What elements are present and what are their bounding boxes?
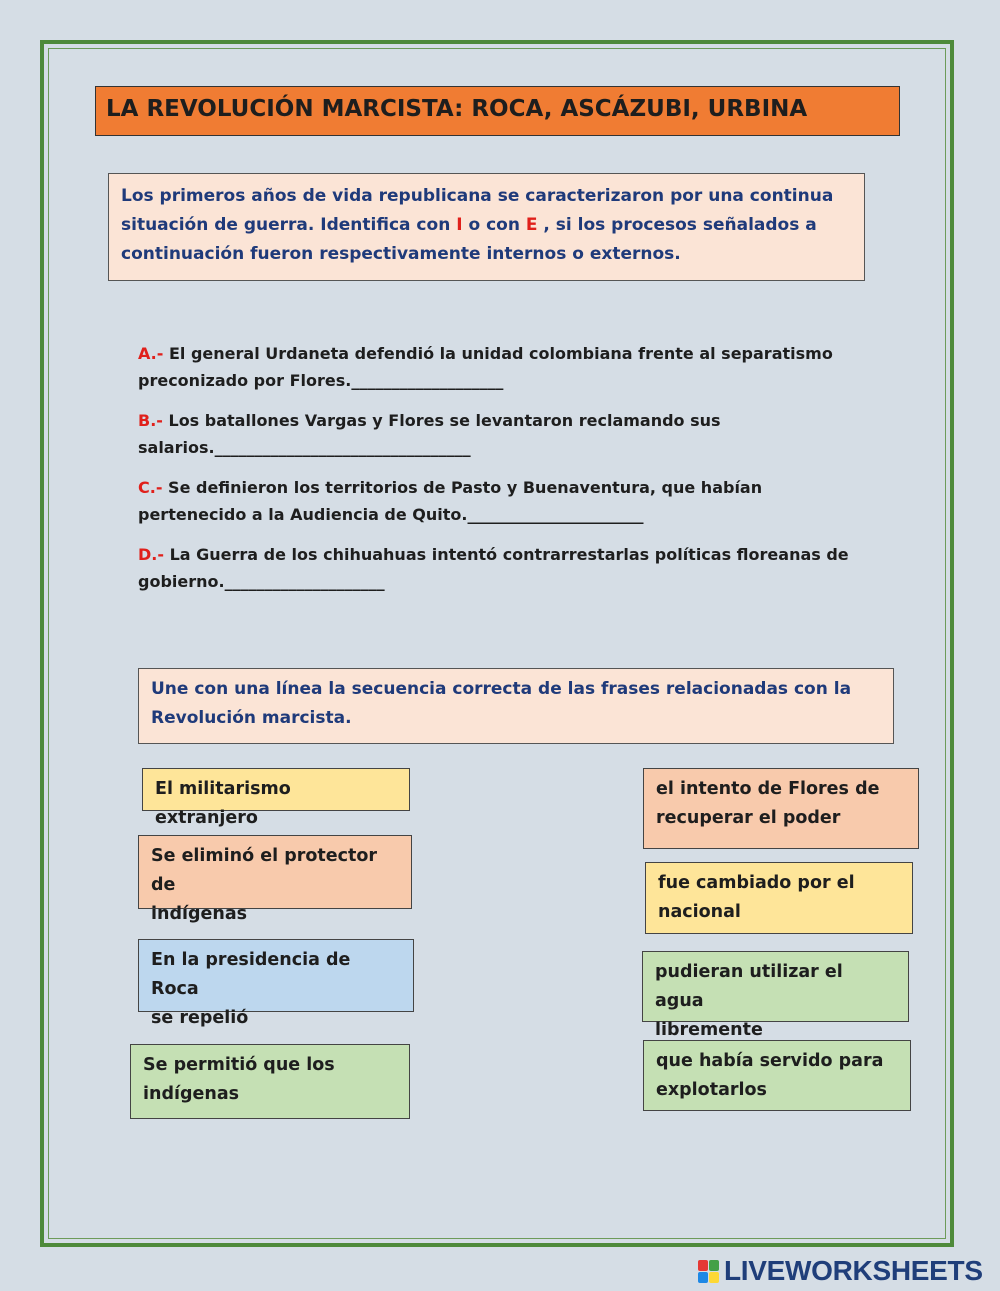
instruction-line: situación de guerra. Identifica con I o con E , si los procesos señalados a — [121, 215, 817, 235]
match-right-1[interactable]: el intento de Flores de recuperar el poder — [643, 768, 919, 849]
match-left-2[interactable]: Se eliminó el protector de indígenas — [138, 835, 412, 909]
instruction-line: Revolución marcista. — [151, 708, 352, 728]
instruction-box-1 — [108, 173, 865, 281]
match-right-3[interactable]: pudieran utilizar el agua libremente — [642, 951, 909, 1022]
mark-internal: I — [456, 215, 463, 235]
question-d: D.- La Guerra de los chihuahuas intentó contrarrestarlas políticas floreanas de gobierno.____________________ — [138, 541, 858, 595]
match-right-4[interactable]: que había servido para explotarlos — [643, 1040, 911, 1111]
instruction-line: continuación fueron respectivamente internos o externos. — [121, 244, 681, 264]
question-letter: D.- — [138, 545, 164, 564]
instruction-line: Los primeros años de vida republicana se caracterizaron por una continua — [121, 186, 834, 206]
mark-external: E — [525, 215, 538, 235]
question-letter: C.- — [138, 478, 163, 497]
instruction-line: Une con una línea la secuencia correcta de las frases relacionadas con la — [151, 679, 852, 699]
match-left-1[interactable]: El militarismo extranjero — [142, 768, 410, 811]
answer-blank[interactable]: preconizado por Flores.___________________ — [138, 371, 504, 390]
question-letter: A.- — [138, 344, 164, 363]
answer-blank[interactable]: gobierno.____________________ — [138, 572, 385, 591]
instruction-box-2 — [138, 668, 894, 744]
match-right-2[interactable]: fue cambiado por el nacional — [645, 862, 913, 934]
answer-blank[interactable]: salarios.________________________________ — [138, 438, 471, 457]
liveworksheets-logo-text: LIVEWORKSHEETS — [724, 1255, 983, 1286]
worksheet-title: LA REVOLUCIÓN MARCISTA: ROCA, ASCÁZUBI, URBINA — [95, 86, 900, 136]
question-c: C.- Se definieron los territorios de Pasto y Buenaventura, que habían pertenecido a la Audiencia de Quito.______________________ — [138, 474, 858, 528]
question-b: B.- Los batallones Vargas y Flores se levantaron reclamando sus salarios.________________________________ — [138, 407, 858, 461]
question-letter: B.- — [138, 411, 163, 430]
match-left-3[interactable]: En la presidencia de Roca se repelió — [138, 939, 414, 1012]
question-a: A.- El general Urdaneta defendió la unidad colombiana frente al separatismo preconizado por Flores.___________________ — [138, 340, 858, 394]
answer-blank[interactable]: pertenecido a la Audiencia de Quito.______________________ — [138, 505, 644, 524]
match-left-4[interactable]: Se permitió que los indígenas — [130, 1044, 410, 1119]
liveworksheets-logo-mark — [698, 1260, 720, 1284]
